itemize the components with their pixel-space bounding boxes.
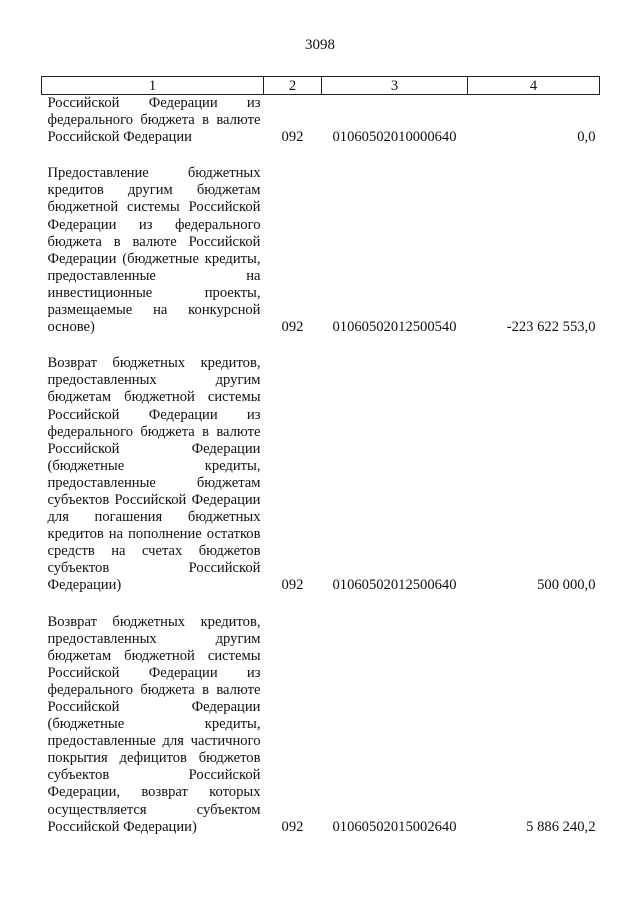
row-description: Предоставление бюджетных кредитов другим бюджетам бюджетной системы Российской Федерации из федерального бюджета в валюте Российской Федерации (бюджетные кредиты, предоставленные на инвестиционные проекты, размещаемые на конкурсной основе) bbox=[47, 165, 261, 336]
table-header bbox=[42, 77, 600, 95]
row-description: Возврат бюджетных кредитов, предоставленных другим бюджетам бюджетной системы Российской Федерации из федерального бюджета в валюте Российской Федерации (бюджетные кредиты, предоставленные для частичного покрытия дефицитов бюджетов субъектов Российской Федерации, возврат которых осуществляется субъектом Российской Федерации) bbox=[47, 613, 261, 835]
column-header-4: 4 bbox=[468, 77, 600, 95]
page-number: 3098 bbox=[305, 37, 335, 53]
row-amount: 5 886 240,2 bbox=[526, 818, 596, 835]
row-classification-code: 01060502010000640 bbox=[332, 129, 457, 146]
row-admin-code: 092 bbox=[281, 577, 304, 594]
table-row bbox=[42, 165, 600, 336]
budget-table bbox=[41, 76, 600, 836]
table-row bbox=[42, 95, 600, 147]
column-header-3: 3 bbox=[322, 77, 468, 95]
row-classification-code: 01060502012500640 bbox=[332, 577, 457, 594]
table-row bbox=[42, 614, 600, 836]
row-spacer bbox=[42, 595, 600, 614]
row-admin-code: 092 bbox=[281, 129, 304, 146]
table-body bbox=[42, 95, 600, 836]
row-classification-code: 01060502015002640 bbox=[332, 818, 457, 835]
table-row bbox=[42, 355, 600, 594]
row-classification-code: 01060502012500540 bbox=[332, 319, 457, 336]
row-admin-code: 092 bbox=[281, 319, 304, 336]
column-header-1: 1 bbox=[42, 77, 264, 95]
row-spacer bbox=[42, 336, 600, 355]
row-description: Российской Федерации из федерального бюджета в валюте Российской Федерации bbox=[47, 95, 261, 146]
row-description: Возврат бюджетных кредитов, предоставленных другим бюджетам бюджетной системы Российской Федерации из федерального бюджета в валюте Российской Федерации (бюджетные кредиты, предоставленные бюджетам субъектов Российской Федерации для погашения бюджетных кредитов на пополнение остатков средств на счетах бюджетов субъектов Российской Федерации) bbox=[47, 355, 261, 594]
row-amount: 0,0 bbox=[577, 129, 596, 146]
column-header-2: 2 bbox=[264, 77, 322, 95]
row-amount: -223 622 553,0 bbox=[506, 319, 596, 336]
header-row bbox=[42, 77, 600, 95]
row-amount: 500 000,0 bbox=[537, 577, 596, 594]
row-spacer bbox=[42, 146, 600, 165]
row-admin-code: 092 bbox=[281, 818, 304, 835]
